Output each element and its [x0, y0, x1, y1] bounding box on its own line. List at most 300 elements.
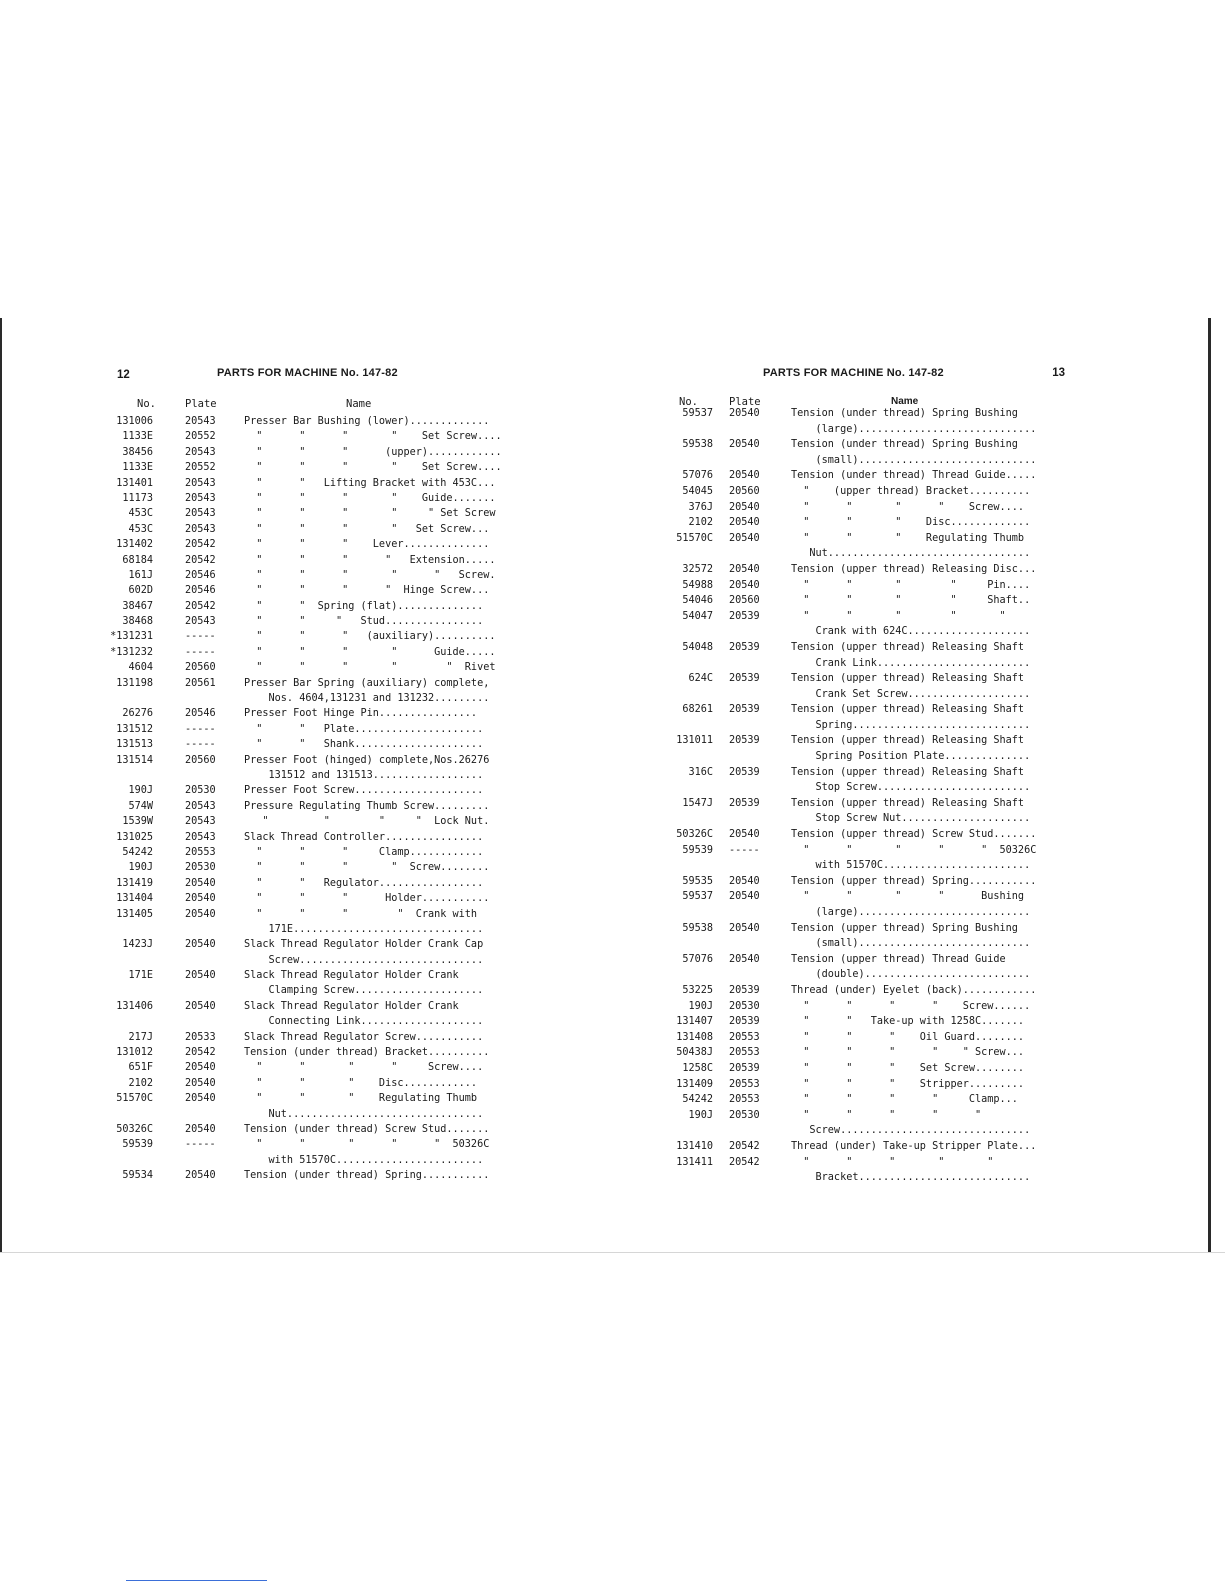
plate-number: ----- — [185, 1139, 216, 1151]
part-name: " " Lifting Bracket with 453C... — [244, 477, 496, 489]
part-name: " " " " Shaft.. — [791, 595, 1031, 607]
plate-number: 20539 — [729, 766, 760, 778]
table-row — [665, 1061, 1065, 1077]
part-number: 11173 — [122, 492, 153, 504]
table-row — [115, 876, 515, 891]
part-name: Crank Set Screw.................... — [791, 688, 1031, 700]
part-number: 59538 — [682, 439, 713, 451]
column-header-name: Name — [346, 398, 372, 410]
plate-number: 20540 — [185, 1062, 216, 1074]
part-number: 54045 — [682, 485, 713, 497]
part-number: 131514 — [116, 754, 153, 766]
part-number: 574W — [128, 800, 153, 812]
part-number: 131198 — [116, 677, 153, 689]
part-name: " " " " " Screw... — [791, 1047, 1025, 1059]
parts-list — [110, 414, 515, 1184]
table-row — [665, 921, 1065, 937]
table-row — [115, 522, 515, 537]
part-name: (double)........................... — [791, 969, 1031, 981]
part-number: 59537 — [682, 408, 713, 419]
part-name: Tension (under thread) Spring Bushing — [791, 408, 1018, 419]
plate-number: 20553 — [729, 1078, 760, 1090]
plate-number: 20560 — [729, 595, 760, 607]
plate-number: 20543 — [185, 816, 216, 828]
part-name: " " " " Bushing — [791, 891, 1025, 903]
table-row — [665, 687, 1065, 703]
plate-number: 20540 — [729, 829, 760, 841]
part-name: Clamping Screw..................... — [244, 985, 484, 997]
part-name: Connecting Link.................... — [244, 1016, 484, 1028]
table-row — [115, 907, 515, 922]
column-headers — [115, 398, 515, 412]
plate-number: ----- — [185, 739, 216, 751]
part-name: " " " " " Set Screw — [244, 508, 496, 520]
part-number: 131411 — [676, 1156, 713, 1168]
left-page — [110, 0, 515, 1585]
part-name: " " " " " 50326C — [791, 844, 1037, 856]
table-row — [665, 827, 1065, 843]
part-name: Tension (upper thread) Screw Stud....... — [791, 829, 1037, 841]
plate-number: 20546 — [185, 708, 216, 720]
plate-number: 20540 — [729, 563, 760, 575]
plate-number: 20542 — [729, 1140, 760, 1152]
table-row — [115, 1137, 515, 1152]
table-row — [115, 599, 515, 614]
part-number: 57076 — [682, 470, 713, 482]
part-number: 2102 — [688, 517, 713, 529]
plate-number: 20540 — [729, 875, 760, 887]
plate-number: 20543 — [185, 508, 216, 520]
plate-number: 20539 — [729, 1062, 760, 1074]
part-name: Tension (upper thread) Releasing Shaft — [791, 797, 1025, 809]
part-number: 26276 — [122, 708, 153, 720]
part-name: " " " " Screw........ — [244, 862, 490, 874]
part-name: Tension (upper thread) Thread Guide — [791, 953, 1006, 965]
page-title: PARTS FOR MACHINE No. 147-82 — [217, 367, 398, 379]
part-number: 1423J — [122, 939, 153, 951]
part-number: 1133E — [122, 462, 153, 474]
part-name: " " " Regulating Thumb — [244, 1093, 478, 1105]
part-name: Nut................................. — [791, 548, 1031, 560]
plate-number: 20546 — [185, 585, 216, 597]
part-name: Tension (under thread) Spring Bushing — [791, 439, 1018, 451]
plate-number: 20539 — [729, 704, 760, 716]
table-row — [665, 1077, 1065, 1093]
plate-number: 20560 — [729, 485, 760, 497]
table-row — [665, 967, 1065, 983]
part-name: Presser Bar Spring (auxiliary) complete, — [244, 677, 490, 689]
part-name: " " " Stud................ — [244, 616, 484, 628]
table-row — [665, 437, 1065, 453]
part-name: " " " " " 50326C — [244, 1139, 490, 1151]
table-row — [665, 578, 1065, 594]
plate-number: 20542 — [185, 539, 216, 551]
part-number: 131012 — [116, 1047, 153, 1059]
table-row — [115, 845, 515, 860]
part-name: Tension (upper thread) Releasing Disc... — [791, 563, 1037, 575]
table-row — [665, 609, 1065, 625]
table-row — [665, 406, 1065, 422]
part-name: " " " " Screw.... — [791, 501, 1025, 513]
part-number: 602D — [128, 585, 153, 597]
table-row — [665, 765, 1065, 781]
table-row — [115, 491, 515, 506]
part-number: 68184 — [122, 554, 153, 566]
part-number: 624C — [688, 673, 713, 685]
part-number: 59535 — [682, 875, 713, 887]
plate-number: 20530 — [729, 1109, 760, 1121]
part-number: 54988 — [682, 579, 713, 591]
part-name: " " " Clamp............ — [244, 846, 484, 858]
plate-number: 20540 — [729, 953, 760, 965]
table-row — [115, 1030, 515, 1045]
plate-number: 20543 — [185, 800, 216, 812]
part-number: 51570C — [116, 1093, 153, 1105]
part-number: 54048 — [682, 641, 713, 653]
part-name: " " " Stripper......... — [791, 1078, 1025, 1090]
plate-number: 20530 — [185, 785, 216, 797]
table-row — [115, 1153, 515, 1168]
table-row — [665, 936, 1065, 952]
table-row — [115, 768, 515, 783]
column-header-no: No. — [679, 396, 698, 408]
part-number: 131401 — [116, 477, 153, 489]
part-number: 59534 — [122, 1170, 153, 1182]
plate-number: 20540 — [729, 470, 760, 482]
part-number: 50326C — [116, 1123, 153, 1135]
table-row — [115, 445, 515, 460]
table-row — [115, 429, 515, 444]
part-name: Tension (upper thread) Releasing Shaft — [791, 766, 1025, 778]
page-title: PARTS FOR MACHINE No. 147-82 — [763, 367, 944, 379]
part-name: Spring Position Plate.............. — [791, 751, 1031, 763]
plate-number: ----- — [729, 844, 760, 856]
plate-number: 20540 — [185, 970, 216, 982]
part-name: Tension (under thread) Bracket.......... — [244, 1047, 490, 1059]
table-row — [665, 702, 1065, 718]
plate-number: 20540 — [185, 1093, 216, 1105]
part-name: " " " Disc............ — [244, 1077, 478, 1089]
table-row — [665, 1045, 1065, 1061]
plate-number: 20530 — [185, 862, 216, 874]
plate-number: 20561 — [185, 677, 216, 689]
table-row — [115, 1168, 515, 1183]
part-name: " " " " Set Screw.... — [244, 462, 502, 474]
plate-number: 20530 — [729, 1000, 760, 1012]
table-row — [115, 1076, 515, 1091]
plate-number: 20540 — [729, 922, 760, 934]
part-number: 131405 — [116, 908, 153, 920]
table-row — [110, 645, 515, 660]
part-name: Nut................................ — [244, 1108, 484, 1120]
plate-number: 20539 — [729, 610, 760, 622]
part-number: 59539 — [682, 844, 713, 856]
part-name: " " " Lever.............. — [244, 539, 490, 551]
part-name: Tension (upper thread) Releasing Shaft — [791, 735, 1025, 747]
part-name: " " " " Lock Nut. — [244, 816, 490, 828]
part-name: " " " Holder........... — [244, 893, 490, 905]
part-name: " " " (upper)............ — [244, 446, 502, 458]
part-number: 1133E — [122, 431, 153, 443]
part-name: with 51570C........................ — [244, 1154, 484, 1166]
part-name: with 51570C........................ — [791, 860, 1031, 872]
part-number: 50326C — [676, 829, 713, 841]
part-name: Tension (under thread) Spring........... — [244, 1170, 490, 1182]
part-number: 68261 — [682, 704, 713, 716]
part-name: " " Plate..................... — [244, 723, 484, 735]
plate-number: 20542 — [185, 554, 216, 566]
part-number: *131231 — [110, 631, 153, 643]
part-name: " " " " " Screw. — [244, 569, 496, 581]
page-edge-right — [1208, 318, 1211, 1253]
part-number: 1258C — [682, 1062, 713, 1074]
page-edge-left — [0, 318, 2, 1253]
part-number: 59539 — [122, 1139, 153, 1151]
table-row — [115, 891, 515, 906]
plate-number: ----- — [185, 631, 216, 643]
part-number: 4604 — [128, 662, 153, 674]
part-number: 53225 — [682, 984, 713, 996]
table-row — [665, 1014, 1065, 1030]
part-name: Presser Bar Bushing (lower)............. — [244, 416, 490, 427]
part-name: (small)............................ — [791, 938, 1031, 950]
part-name: " " " " Guide....... — [244, 492, 496, 504]
part-number: 131406 — [116, 1000, 153, 1012]
table-row — [665, 1123, 1065, 1139]
plate-number: 20560 — [185, 754, 216, 766]
parts-list — [665, 406, 1065, 1186]
plate-number: 20542 — [185, 1047, 216, 1059]
table-row — [115, 830, 515, 845]
plate-number: 20540 — [729, 439, 760, 451]
part-number: 38456 — [122, 446, 153, 458]
part-name: " " " (auxiliary).......... — [244, 631, 496, 643]
part-number: 57076 — [682, 953, 713, 965]
plate-number: 20552 — [185, 431, 216, 443]
table-row — [665, 811, 1065, 827]
table-row — [665, 843, 1065, 859]
part-number: 190J — [128, 785, 153, 797]
part-name: " " " " Set Screw.... — [244, 431, 502, 443]
table-row — [115, 983, 515, 998]
part-name: " " " Set Screw........ — [791, 1062, 1025, 1074]
part-number: 131011 — [676, 735, 713, 747]
part-name: (small)............................. — [791, 454, 1037, 466]
plate-number: 20553 — [185, 846, 216, 858]
table-row — [115, 706, 515, 721]
table-row — [665, 453, 1065, 469]
part-number: 59538 — [682, 922, 713, 934]
part-number: 651F — [128, 1062, 153, 1074]
table-row — [115, 568, 515, 583]
part-number: 32572 — [682, 563, 713, 575]
column-header-plate: Plate — [185, 398, 217, 410]
part-name: " " " " Hinge Screw... — [244, 585, 490, 597]
plate-number: 20540 — [185, 1123, 216, 1135]
part-number: 131513 — [116, 739, 153, 751]
table-row — [115, 1091, 515, 1106]
plate-number: ----- — [185, 723, 216, 735]
part-number: 453C — [128, 523, 153, 535]
page-number: 13 — [1052, 367, 1065, 379]
table-row — [665, 500, 1065, 516]
part-name: Slack Thread Controller................ — [244, 831, 484, 843]
table-row — [115, 737, 515, 752]
part-number: 453C — [128, 508, 153, 520]
part-number: 2102 — [128, 1077, 153, 1089]
table-row — [115, 583, 515, 598]
part-name: " " " " Set Screw... — [244, 523, 490, 535]
part-name: Tension (upper thread) Releasing Shaft — [791, 641, 1025, 653]
part-number: 131407 — [676, 1016, 713, 1028]
part-number: 131025 — [116, 831, 153, 843]
plate-number: 20533 — [185, 1031, 216, 1043]
part-name: " " " " Extension..... — [244, 554, 496, 566]
table-row — [665, 905, 1065, 921]
table-row — [665, 1108, 1065, 1124]
column-header-name: Name — [891, 396, 919, 407]
part-name: Slack Thread Regulator Holder Crank Cap — [244, 939, 484, 951]
table-row — [115, 1045, 515, 1060]
plate-number: 20539 — [729, 1016, 760, 1028]
table-row — [665, 858, 1065, 874]
part-name: " " " Disc............. — [791, 517, 1031, 529]
plate-number: 20540 — [185, 1000, 216, 1012]
table-row — [115, 476, 515, 491]
part-number: 131006 — [116, 416, 153, 427]
part-name: " " " " " — [791, 1156, 994, 1168]
part-number: 54046 — [682, 595, 713, 607]
plate-number: 20543 — [185, 492, 216, 504]
part-name: Screw.............................. — [244, 954, 484, 966]
left-page-header — [115, 364, 515, 384]
part-number: 38467 — [122, 600, 153, 612]
part-name: Slack Thread Regulator Holder Crank — [244, 970, 459, 982]
table-row — [115, 1122, 515, 1137]
table-row — [115, 722, 515, 737]
part-name: " " " " Screw.... — [244, 1062, 484, 1074]
part-number: 190J — [688, 1109, 713, 1121]
table-row — [665, 593, 1065, 609]
table-row — [665, 796, 1065, 812]
part-name: " " " " " Rivet — [244, 662, 496, 674]
table-row — [665, 1155, 1065, 1171]
part-number: 131408 — [676, 1031, 713, 1043]
part-name: Tension (upper thread) Releasing Shaft — [791, 673, 1025, 685]
table-row — [115, 799, 515, 814]
plate-number: 20553 — [729, 1031, 760, 1043]
plate-number: 20540 — [729, 891, 760, 903]
part-name: Presser Foot Screw..................... — [244, 785, 484, 797]
part-name: " (upper thread) Bracket.......... — [791, 485, 1031, 497]
part-name: Presser Foot Hinge Pin................ — [244, 708, 478, 720]
part-number: 38468 — [122, 616, 153, 628]
table-row — [115, 660, 515, 675]
part-name: Tension (upper thread) Spring Bushing — [791, 922, 1018, 934]
plate-number: 20540 — [729, 501, 760, 513]
table-row — [115, 1014, 515, 1029]
part-name: Slack Thread Regulator Screw........... — [244, 1031, 484, 1043]
table-row — [115, 860, 515, 875]
table-row — [665, 952, 1065, 968]
part-number: 131402 — [116, 539, 153, 551]
table-row — [665, 422, 1065, 438]
part-name: " " Shank..................... — [244, 739, 484, 751]
table-row — [665, 1092, 1065, 1108]
part-name: 131512 and 131513.................. — [244, 769, 484, 781]
table-row — [115, 1107, 515, 1122]
table-row — [115, 460, 515, 475]
plate-number: 20552 — [185, 462, 216, 474]
table-row — [665, 874, 1065, 890]
part-name: Thread (under) Eyelet (back)............ — [791, 984, 1037, 996]
table-row — [115, 691, 515, 706]
plate-number: 20539 — [729, 797, 760, 809]
table-row — [665, 780, 1065, 796]
table-row — [665, 1170, 1065, 1186]
plate-number: 20540 — [729, 579, 760, 591]
plate-number: 20543 — [185, 416, 216, 427]
plate-number: 20553 — [729, 1047, 760, 1059]
table-row — [665, 999, 1065, 1015]
table-row — [665, 531, 1065, 547]
plate-number: 20543 — [185, 523, 216, 535]
part-number: 316C — [688, 766, 713, 778]
table-row — [665, 562, 1065, 578]
part-number: 171E — [128, 970, 153, 982]
plate-number: 20539 — [729, 673, 760, 685]
plate-number: ----- — [185, 646, 216, 658]
part-number: 131512 — [116, 723, 153, 735]
table-row — [665, 983, 1065, 999]
part-number: 161J — [128, 569, 153, 581]
part-number: 376J — [688, 501, 713, 513]
plate-number: 20543 — [185, 477, 216, 489]
table-row — [115, 968, 515, 983]
plate-number: 20540 — [729, 532, 760, 544]
plate-number: 20543 — [185, 446, 216, 458]
table-row — [665, 1139, 1065, 1155]
right-page — [665, 0, 1065, 1585]
part-name: " " " " Screw...... — [791, 1000, 1031, 1012]
table-row — [115, 676, 515, 691]
part-name: " " " Regulating Thumb — [791, 532, 1025, 544]
part-name: Tension (upper thread) Spring........... — [791, 875, 1037, 887]
part-number: 51570C — [676, 532, 713, 544]
table-row — [115, 553, 515, 568]
table-row — [665, 546, 1065, 562]
plate-number: 20540 — [185, 1170, 216, 1182]
table-row — [115, 937, 515, 952]
plate-number: 20540 — [729, 517, 760, 529]
part-name: " " " " " — [791, 1109, 982, 1121]
part-name: " " Take-up with 1258C....... — [791, 1016, 1025, 1028]
part-name: " " " " Clamp... — [791, 1094, 1018, 1106]
table-row — [115, 783, 515, 798]
table-row — [665, 640, 1065, 656]
table-row — [665, 484, 1065, 500]
part-name: Presser Foot (hinged) complete,Nos.26276 — [244, 754, 490, 766]
part-number: 190J — [128, 862, 153, 874]
part-number: 54047 — [682, 610, 713, 622]
part-name: " " " " " — [791, 610, 1006, 622]
part-name: Tension (upper thread) Releasing Shaft — [791, 704, 1025, 716]
column-header-no: No. — [137, 398, 156, 410]
part-name: (large)............................. — [791, 423, 1037, 435]
part-name: " " " " Crank with — [244, 908, 478, 920]
plate-number: 20540 — [185, 893, 216, 905]
part-name: 171E............................... — [244, 923, 484, 935]
